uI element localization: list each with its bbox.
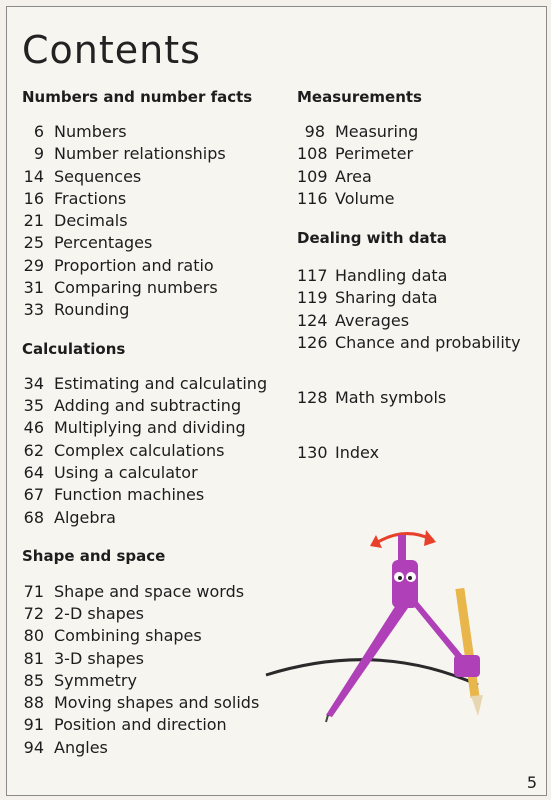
toc-entry (22, 692, 259, 714)
entry-label: Function machines (54, 485, 205, 504)
entry-page-number: 124 (297, 311, 328, 330)
toc-entry (22, 714, 227, 736)
entry-page-number: 31 (23, 278, 44, 297)
entry-label: Area (335, 167, 372, 186)
entry-page-number: 126 (297, 333, 328, 352)
toc-entry (22, 143, 226, 165)
entry-label: Comparing numbers (54, 278, 218, 297)
entry-page-number: 33 (23, 300, 44, 319)
toc-entry (22, 210, 128, 232)
toc-entry (22, 581, 244, 603)
entry-label: Handling data (335, 266, 448, 285)
toc-entry (22, 462, 198, 484)
entry-page-number: 98 (304, 122, 325, 141)
entry-page-number: 25 (23, 233, 44, 252)
toc-entry (297, 143, 413, 165)
entry-page-number: 119 (297, 288, 328, 307)
entry-label: Numbers (54, 122, 127, 141)
section-heading: Numbers and number facts (22, 88, 253, 106)
page-number: 5 (526, 773, 537, 792)
entry-page-number: 130 (297, 443, 328, 462)
entry-page-number: 9 (33, 144, 44, 163)
toc-entry (22, 395, 241, 417)
entry-label: Volume (335, 189, 395, 208)
entry-label: Rounding (54, 300, 130, 319)
entry-page-number: 108 (297, 144, 328, 163)
entry-label: Proportion and ratio (54, 256, 214, 275)
entry-label: Averages (335, 311, 410, 330)
entry-label: Sequences (54, 167, 142, 186)
toc-entry (297, 310, 409, 332)
entry-page-number: 80 (23, 626, 44, 645)
compass-with-pencil-icon (258, 510, 518, 730)
entry-page-number: 14 (23, 167, 44, 186)
entry-page-number: 91 (23, 715, 44, 734)
entry-label: Multiplying and dividing (54, 418, 246, 437)
entry-label: Math symbols (335, 388, 447, 407)
entry-label: Position and direction (54, 715, 227, 734)
toc-entry (22, 648, 144, 670)
entry-label: 2-D shapes (54, 604, 144, 623)
toc-entry (297, 287, 438, 309)
entry-page-number: 68 (23, 508, 44, 527)
entry-page-number: 29 (23, 256, 44, 275)
toc-entry (297, 121, 418, 143)
entry-label: Index (335, 443, 380, 462)
entry-page-number: 71 (23, 582, 44, 601)
entry-page-number: 6 (33, 122, 44, 141)
toc-entry (22, 737, 108, 759)
section-heading: Measurements (297, 88, 422, 106)
entry-label: Moving shapes and solids (54, 693, 260, 712)
section-heading: Dealing with data (297, 229, 447, 247)
entry-label: Chance and probability (335, 333, 521, 352)
entry-page-number: 85 (23, 671, 44, 690)
section-heading: Shape and space (22, 547, 166, 565)
entry-page-number: 72 (23, 604, 44, 623)
entry-label: Percentages (54, 233, 153, 252)
toc-entry (22, 484, 204, 506)
toc-entry (22, 373, 267, 395)
entry-page-number: 109 (297, 167, 328, 186)
entry-page-number: 128 (297, 388, 328, 407)
toc-entry (22, 232, 152, 254)
entry-label: Using a calculator (54, 463, 198, 482)
entry-label: Symmetry (54, 671, 137, 690)
toc-entry (22, 670, 137, 692)
entry-page-number: 81 (23, 649, 44, 668)
toc-entry (22, 507, 116, 529)
entry-label: 3-D shapes (54, 649, 144, 668)
toc-entry (297, 442, 379, 464)
toc-entry (22, 299, 129, 321)
entry-label: Number relationships (54, 144, 226, 163)
entry-page-number: 62 (23, 441, 44, 460)
entry-label: Measuring (335, 122, 419, 141)
entry-label: Adding and subtracting (54, 396, 242, 415)
toc-entry (22, 277, 218, 299)
entry-page-number: 117 (297, 266, 328, 285)
toc-entry (22, 440, 224, 462)
toc-entry (22, 166, 141, 188)
entry-page-number: 116 (297, 189, 328, 208)
toc-entry (22, 603, 144, 625)
toc-entry (22, 121, 127, 143)
entry-label: Complex calculations (54, 441, 225, 460)
section-heading: Calculations (22, 340, 126, 358)
toc-entry (297, 332, 521, 354)
toc-entry (22, 255, 214, 277)
entry-page-number: 46 (23, 418, 44, 437)
entry-label: Combining shapes (54, 626, 202, 645)
entry-page-number: 88 (23, 693, 44, 712)
entry-page-number: 21 (23, 211, 44, 230)
toc-entry (22, 188, 126, 210)
entry-page-number: 34 (23, 374, 44, 393)
entry-label: Decimals (54, 211, 128, 230)
toc-entry (297, 265, 447, 287)
entry-label: Perimeter (335, 144, 414, 163)
entry-label: Shape and space words (54, 582, 245, 601)
entry-page-number: 64 (23, 463, 44, 482)
entry-page-number: 94 (23, 738, 44, 757)
entry-label: Sharing data (335, 288, 438, 307)
toc-entry (297, 387, 446, 409)
entry-label: Angles (54, 738, 108, 757)
entry-page-number: 35 (23, 396, 44, 415)
entry-label: Estimating and calculating (54, 374, 268, 393)
toc-entry (22, 417, 246, 439)
toc-entry (297, 166, 372, 188)
entry-label: Algebra (54, 508, 116, 527)
entry-page-number: 16 (23, 189, 44, 208)
page-title: Contents (22, 28, 201, 72)
entry-page-number: 67 (23, 485, 44, 504)
entry-label: Fractions (54, 189, 127, 208)
toc-entry (297, 188, 395, 210)
toc-entry (22, 625, 202, 647)
